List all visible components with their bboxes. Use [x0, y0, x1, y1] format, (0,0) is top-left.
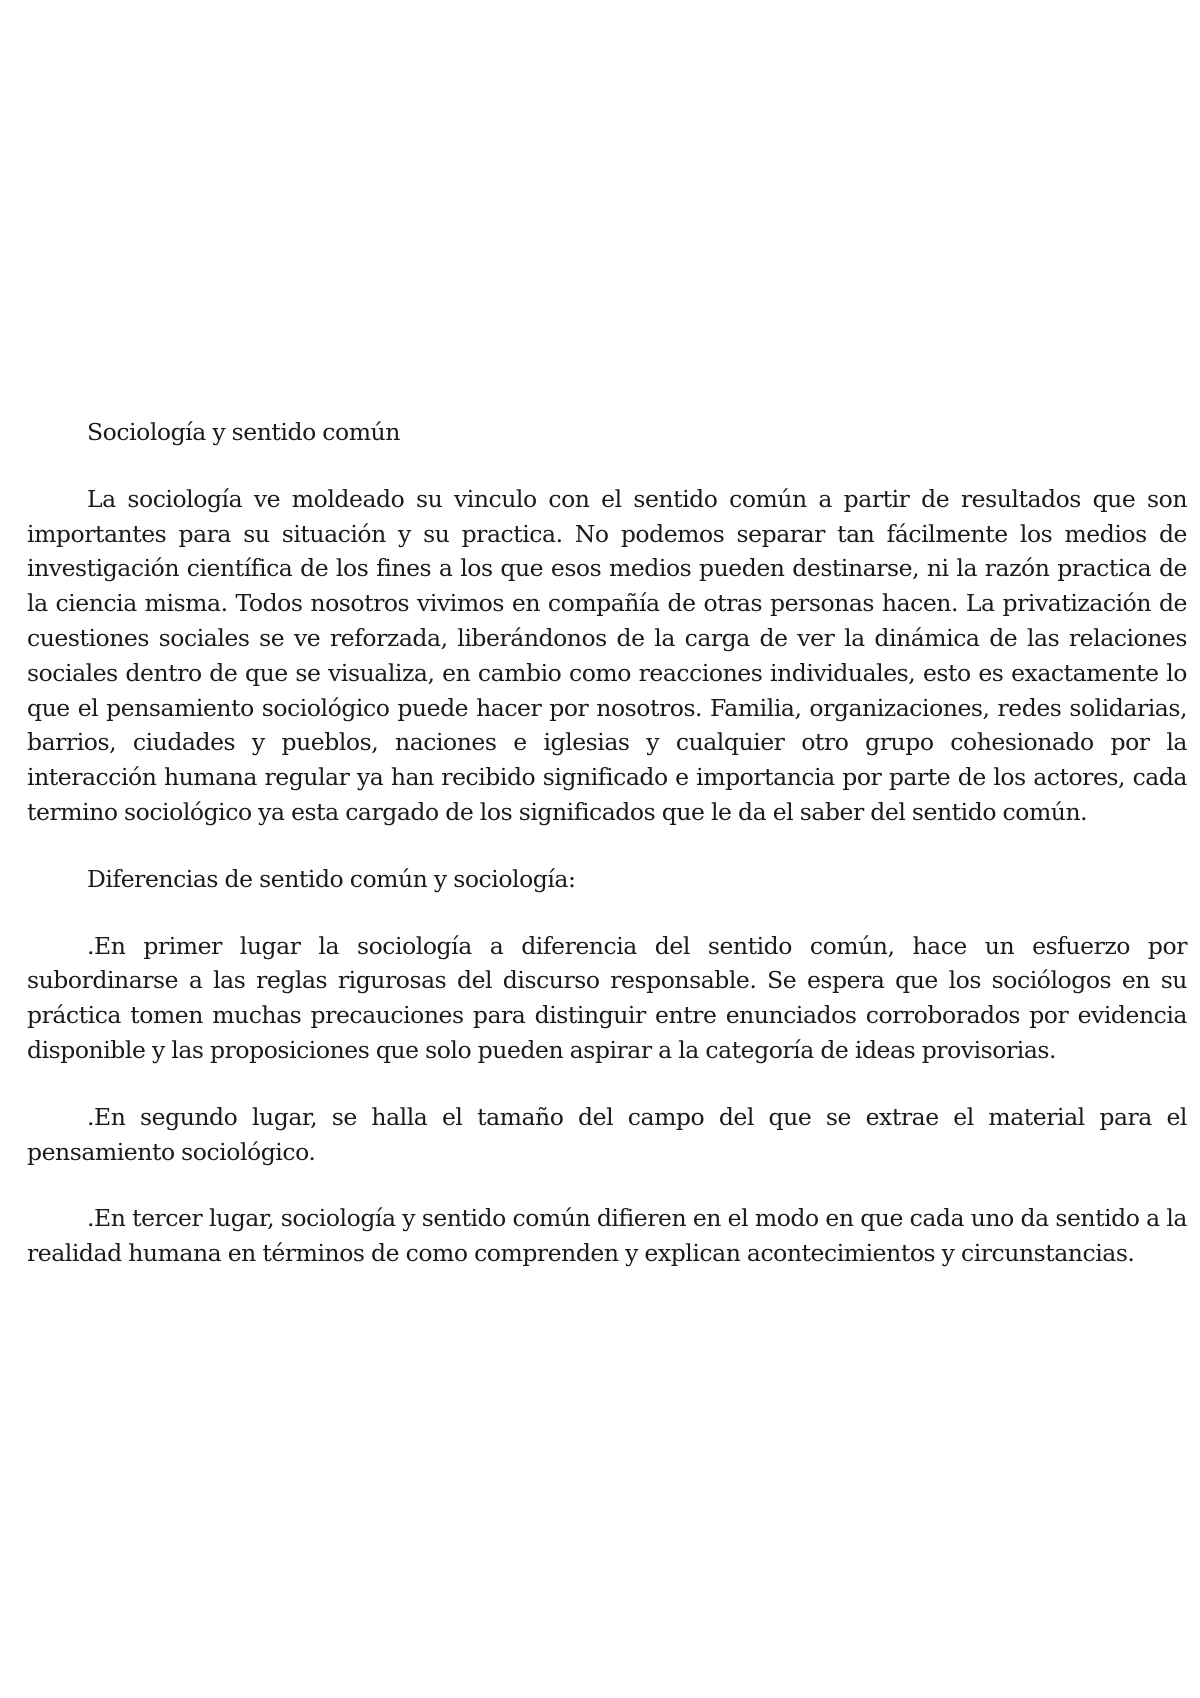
paragraph-third-difference: .En tercer lugar, sociología y sentido común difieren en el modo en que cada uno da sentido a la realidad humana en términos de como comprenden y explican acontecimientos y circunstancias. [27, 1204, 1187, 1268]
differences-heading: Diferencias de sentido común y sociología: [87, 864, 576, 893]
paragraph-first-difference: .En primer lugar la sociología a diferencia del sentido común, hace un esfuerzo por subordinarse a las reglas rigurosas del discurso responsable. Se espera que los sociólogos en su práctica tomen muchas precauciones para distinguir entre enunciados corroborados por evidencia disponible y las proposiciones que solo pueden aspirar a la categoría de ideas provisorias. [27, 931, 1187, 1064]
paragraph-second-difference: .En segundo lugar, se halla el tamaño del campo del que se extrae el material para el pensamiento sociológico. [27, 1102, 1187, 1166]
document-body [27, 415, 1187, 1271]
paragraph-intro: La sociología ve moldeado su vinculo con el sentido común a partir de resultados que son importantes para su situación y su practica. No podemos separar tan fácilmente los medios de investigación científica de los fines a los que esos medios pueden destinarse, ni la razón practica de la ciencia misma. Todos nosotros vivimos en compañía de otras personas hacen. La privatización de cuestiones sociales se ve reforzada, liberándonos de la carga de ver la dinámica de las relaciones sociales dentro de que se visualiza, en cambio como reacciones individuales, esto es exactamente lo que el pensamiento sociológico puede hacer por nosotros. Familia, organizaciones, redes solidarias, barrios, ciudades y pueblos, naciones e iglesias y cualquier otro grupo cohesionado por la interacción humana regular ya han recibido significado e importancia por parte de los actores, cada termino sociológico ya esta cargado de los significados que le da el saber del sentido común. [27, 484, 1187, 826]
document-title: Sociología y sentido común [87, 418, 400, 446]
